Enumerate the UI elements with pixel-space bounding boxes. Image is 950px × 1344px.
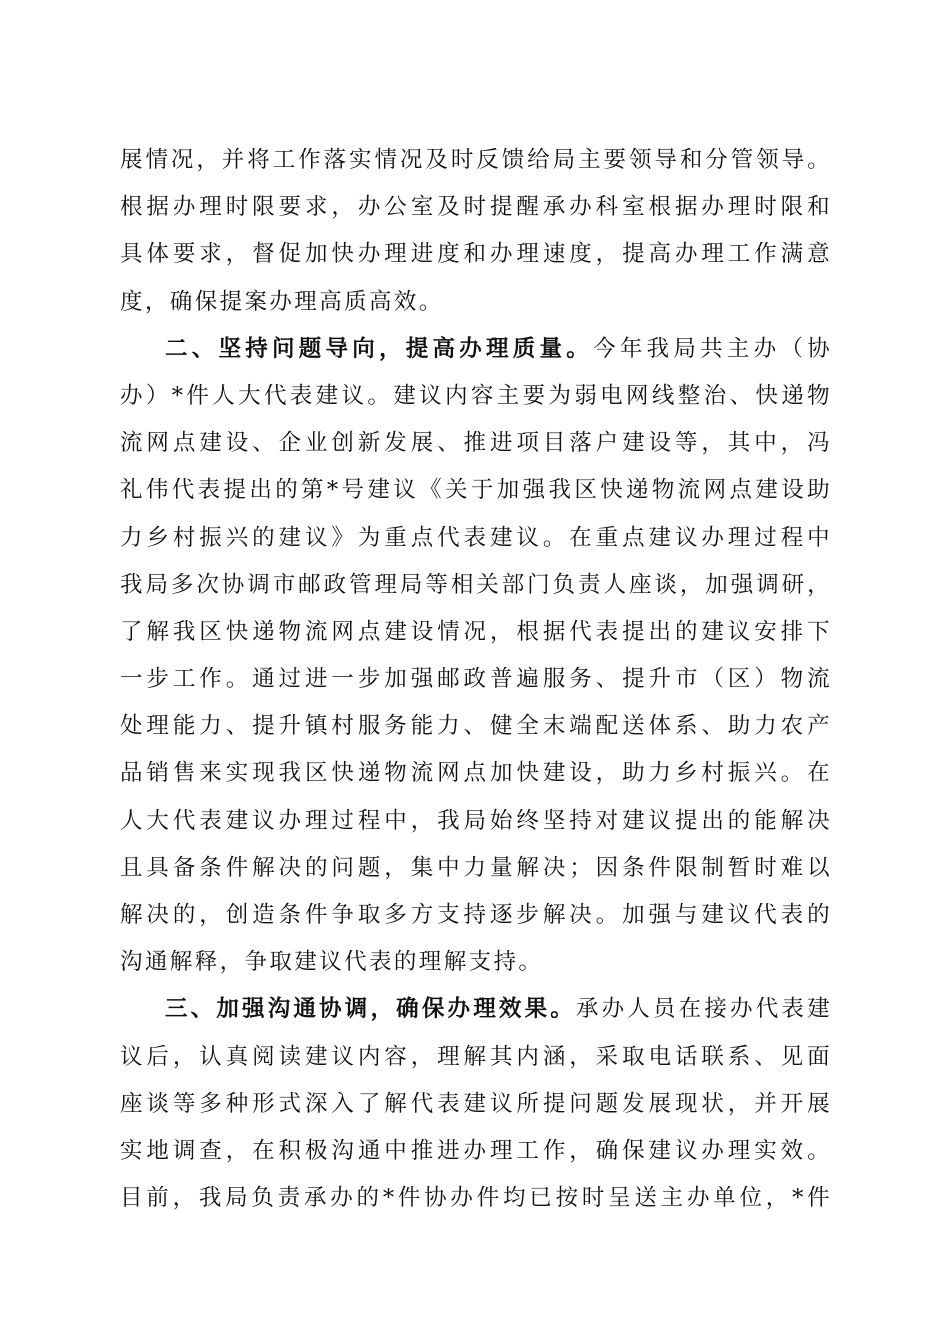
text-line: 品销售来实现我区快递物流网点加快建设，助力乡村振兴。在 — [120, 760, 832, 787]
text-line: 力乡村振兴的建议》为重点代表建议。在重点建议办理过程中 — [120, 524, 832, 551]
text-line: 根据办理时限要求，办公室及时提醒承办科室根据办理时限和 — [120, 194, 832, 221]
text-line: 办）*件人大代表建议。建议内容主要为弱电网线整治、快递物 — [120, 382, 832, 409]
text-line: 流网点建设、企业创新发展、推进项目落户建设等，其中，冯 — [120, 430, 832, 457]
heading-line — [120, 326, 832, 373]
text-line: 座谈等多种形式深入了解代表建议所提问题发展现状，并开展 — [120, 1090, 832, 1117]
text-line: 且具备条件解决的问题，集中力量解决；因条件限制暂时难以 — [120, 854, 832, 881]
text-line: 了解我区快递物流网点建设情况，根据代表提出的建议安排下 — [120, 618, 832, 645]
document-body — [120, 137, 832, 1222]
section-heading-2: 二、坚持问题导向，提高办理质量。 — [165, 335, 594, 362]
text-line: 议后，认真阅读建议内容，理解其内涵，采取电话联系、见面 — [120, 1043, 832, 1070]
text-line: 沟通解释，争取建议代表的理解支持。 — [120, 949, 544, 976]
text-line: 度，确保提案办理高质高效。 — [120, 288, 444, 315]
text-line: 实地调查，在积极沟通中推进办理工作，确保建议办理实效。 — [120, 1137, 832, 1164]
text-line: 具体要求，督促加快办理进度和办理速度，提高办理工作满意 — [120, 241, 832, 268]
paragraph-2 — [120, 326, 832, 987]
heading-line — [120, 986, 832, 1033]
paragraph-1 — [120, 137, 832, 326]
text-line: 一步工作。通过进一步加强邮政普遍服务、提升市（区）物流 — [120, 666, 832, 693]
text-line: 目前，我局负责承办的*件协办件均已按时呈送主办单位，*件 — [120, 1185, 832, 1212]
paragraph-3 — [120, 986, 832, 1222]
heading-line-rest: 今年我局共主办（协 — [593, 335, 832, 362]
heading-line-rest: 承办人员在接办代表建 — [575, 996, 832, 1023]
section-heading-3: 三、加强沟通协调，确保办理效果。 — [165, 996, 576, 1023]
text-line: 展情况，并将工作落实情况及时反馈给局主要领导和分管领导。 — [120, 147, 832, 173]
text-line: 礼伟代表提出的第*号建议《关于加强我区快递物流网点建设助 — [120, 477, 832, 504]
text-line: 我局多次协调市邮政管理局等相关部门负责人座谈，加强调研， — [120, 571, 832, 598]
text-line: 解决的，创造条件争取多方支持逐步解决。加强与建议代表的 — [120, 902, 832, 928]
text-line: 处理能力、提升镇村服务能力、健全末端配送体系、助力农产 — [120, 713, 832, 740]
text-line: 人大代表建议办理过程中，我局始终坚持对建议提出的能解决 — [120, 807, 832, 834]
